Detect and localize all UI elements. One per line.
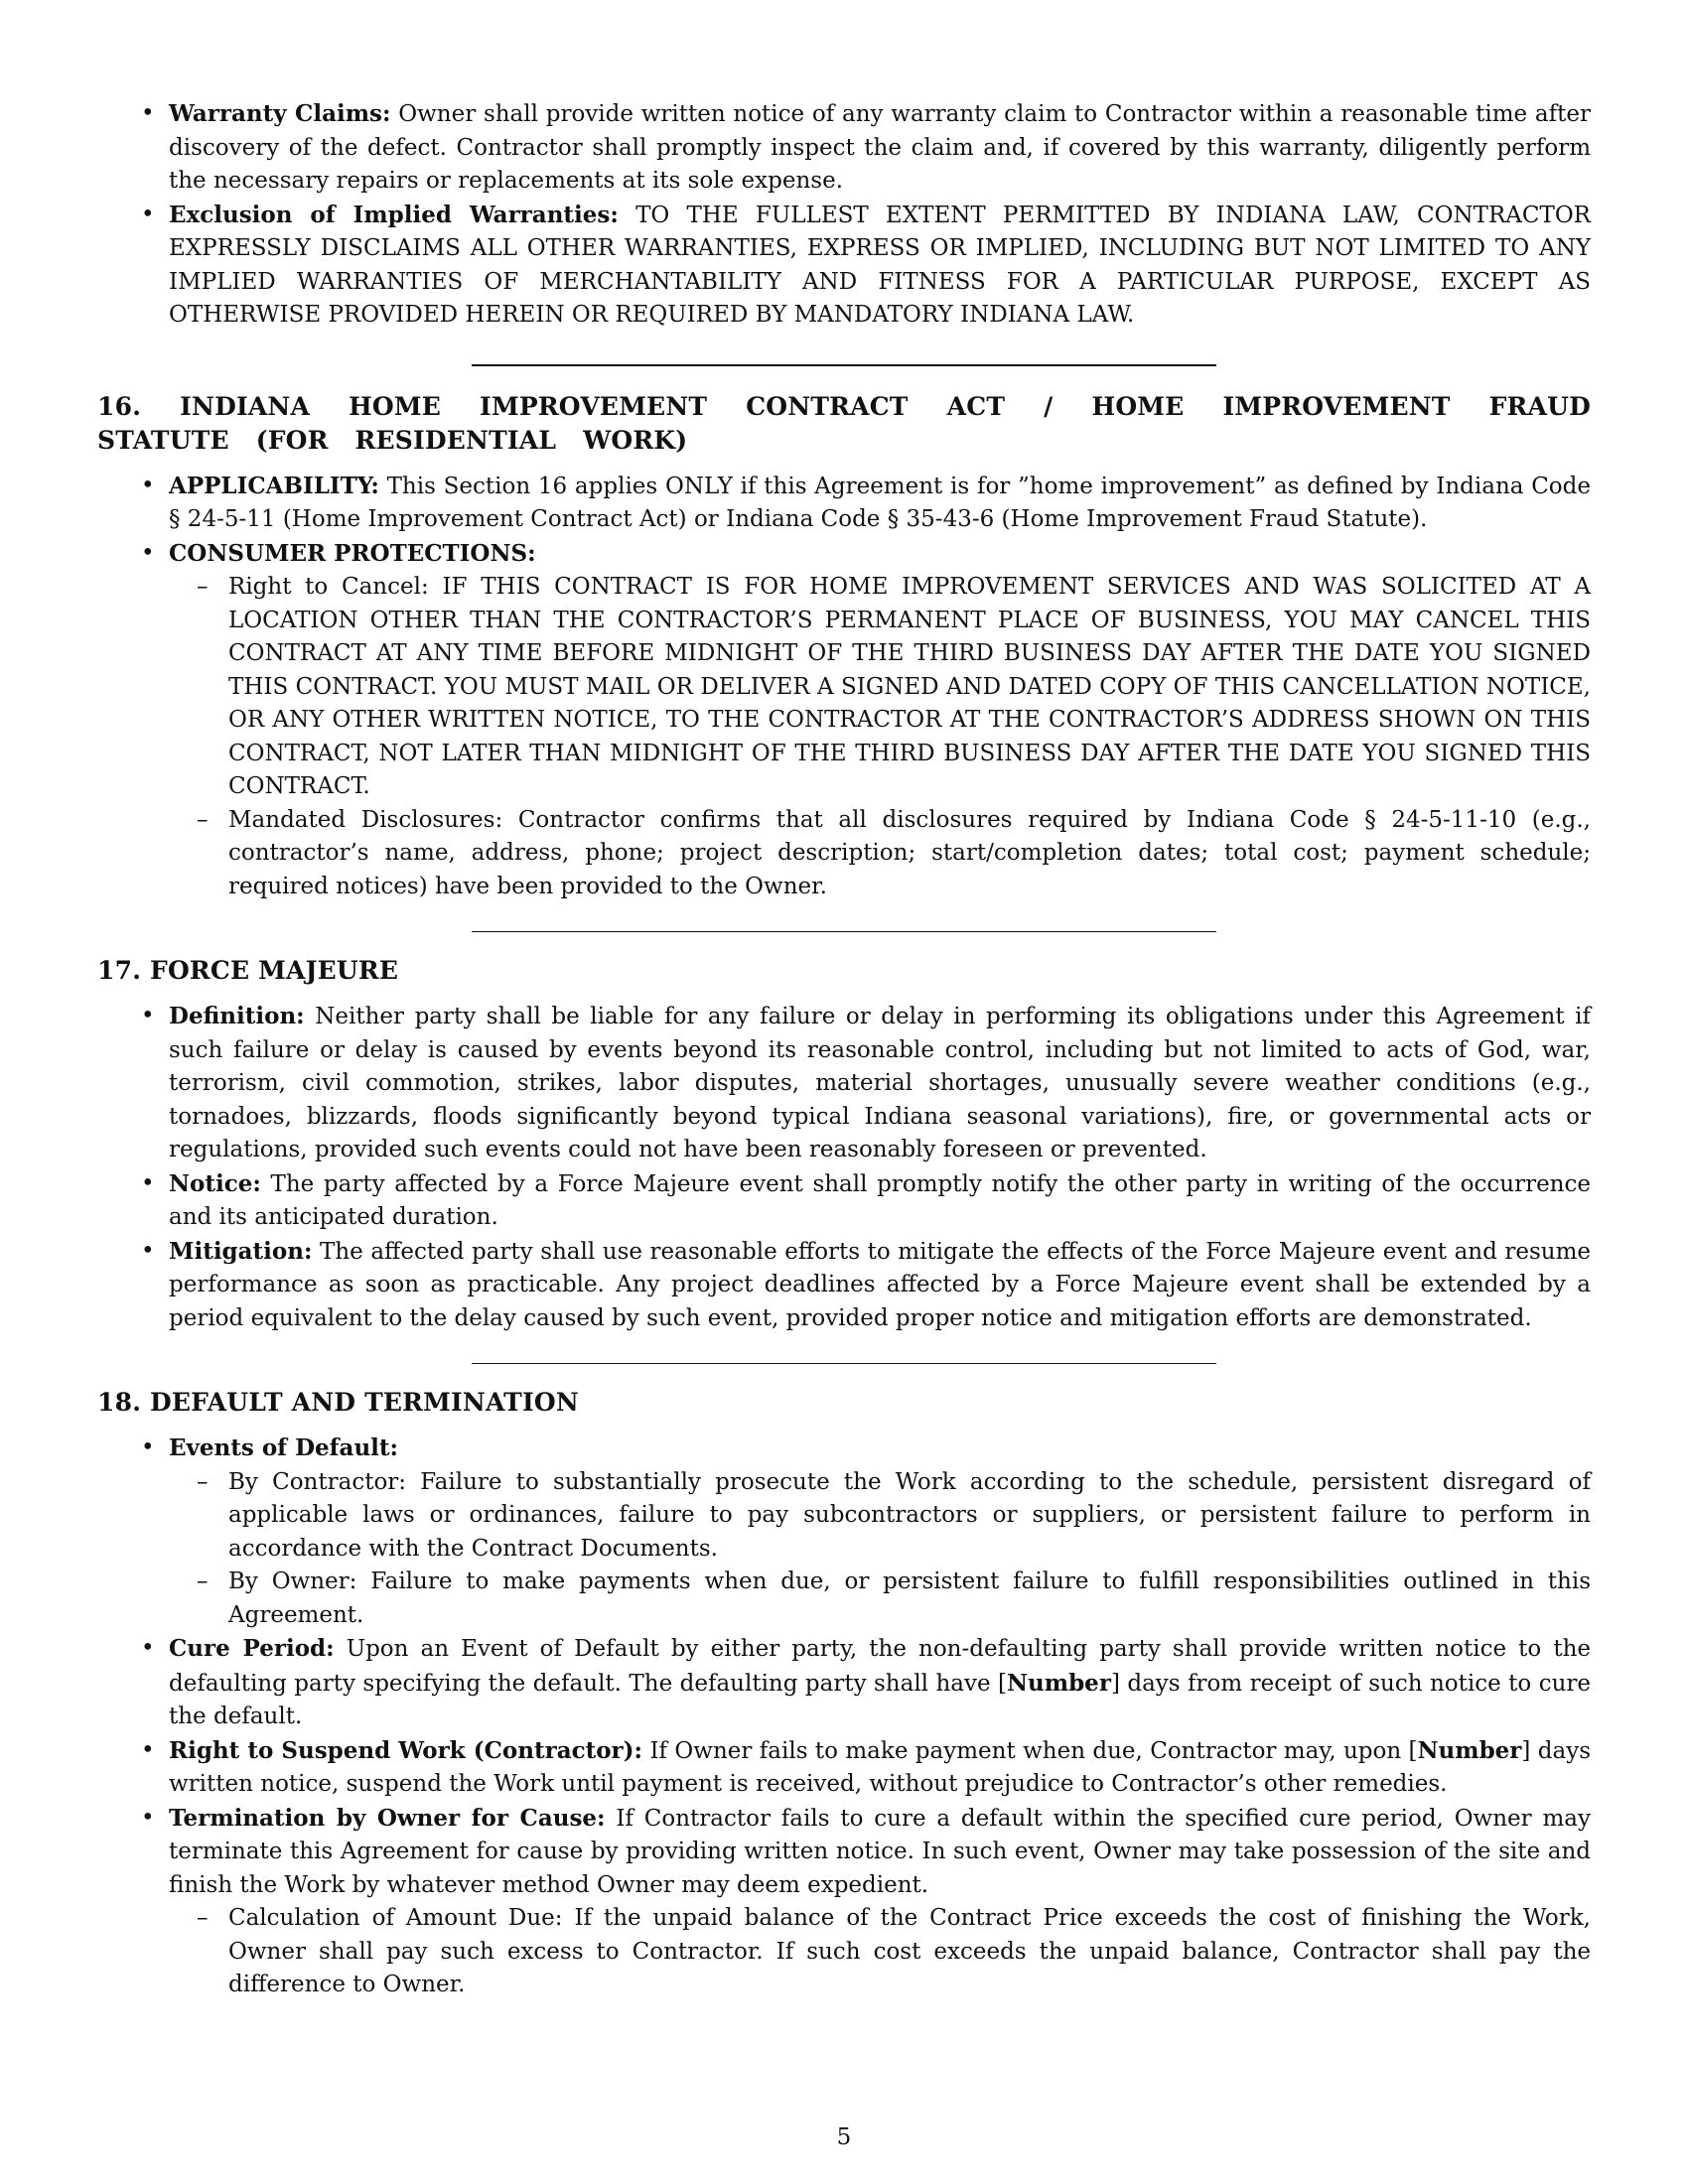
item-label: Events of Default: (169, 1434, 399, 1461)
item-label: Termination by Owner for Cause: (169, 1804, 606, 1832)
number-placeholder: Number (1007, 1669, 1111, 1697)
list-item (97, 1734, 1591, 1802)
events-of-default-sublist (169, 1466, 1591, 1633)
list-item (97, 1632, 1591, 1734)
section-16-heading: 16. INDIANA HOME IMPROVEMENT CONTRACT ACT / HOME IMPROVEMENT FRAUD STATUTE (FOR RESIDENTIAL WORK) (97, 391, 1591, 455)
item-label: APPLICABILITY: (169, 472, 379, 499)
item-label: Right to Suspend Work (Contractor): (169, 1736, 643, 1764)
item-text: Neither party shall be liable for any failure or delay in performing its obligations under this Agreement if such failure or delay is caused by events beyond its reasonable control, including but not limited to acts of God, war, terrorism, civil commotion, strikes, labor disputes, material shortages, unusually severe weather conditions (e.g., tornadoes, blizzards, floods significantly beyond typical Indiana seasonal variations), fire, or governmental acts or regulations, provided such events could not have been reasonably foreseen or prevented. (169, 1004, 1592, 1162)
item-text: The party affected by a Force Majeure event shall promptly notify the other party in writing of the occurrence and its anticipated duration. (169, 1170, 1591, 1230)
sublist-item: – Calculation of Amount Due: If the unpaid balance of the Contract Price exceeds the cost of finishing the Work, Owner shall pay such excess to Contractor. If such cost exceeds the unpaid balance, Contractor shall pay the difference to Owner. (169, 1902, 1591, 2002)
sublist-item: – By Contractor: Failure to substantially prosecute the Work according to the schedule, persistent disregard of applicable laws or ordinances, failure to pay subcontractors or suppliers, or persistent failure to perform in accordance with the Contract Documents. (169, 1466, 1591, 1567)
section-divider (472, 1363, 1216, 1364)
section-divider (472, 931, 1216, 932)
section-18-list (97, 1432, 1591, 2002)
item-text: This Section 16 applies ONLY if this Agreement is for ”home improvement” as defined by Indiana Code § 24-5-11 (Home Improvement Contract Act) or Indiana Code § 35-43-6 (Home Improvement Fraud Statute). (169, 473, 1591, 532)
item-text: TO THE FULLEST EXTENT PERMITTED BY INDIANA LAW, CONTRACTOR EXPRESSLY DISCLAIMS ALL OTHER WARRANTIES, EXPRESS OR IMPLIED, INCLUDING BUT NOT LIMITED TO ANY IMPLIED WARRANTIES OF MERCHANTABILITY AND FITNESS FOR A PARTICULAR PURPOSE, EXCEPT AS OTHERWISE PROVIDED HEREIN OR REQUIRED BY MANDATORY INDIANA LAW. (169, 202, 1591, 328)
item-text: Upon an Event of Default by either party, the non-defaulting party shall provide written notice to the defaulting party specifying the default. The defaulting party shall have [ (169, 1636, 1591, 1697)
sublist-item: – By Owner: Failure to make payments when due, or persistent failure to fulfill responsibilities outlined in this Agreement. (169, 1566, 1591, 1632)
item-text: If Owner fails to make payment when due, Contractor may, upon [ (649, 1737, 1418, 1764)
sublist-item: – Right to Cancel: IF THIS CONTRACT IS FOR HOME IMPROVEMENT SERVICES AND WAS SOLICITED AT A LOCATION OTHER THAN THE CONTRACTOR’S PERMANENT PLACE OF BUSINESS, YOU MAY CANCEL THIS CONTRACT AT ANY TIME BEFORE MIDNIGHT OF THE THIRD BUSINESS DAY AFTER THE DATE YOU SIGNED THIS CONTRACT. YOU MUST MAIL OR DELIVER A SIGNED AND DATED COPY OF THIS CANCELLATION NOTICE, OR ANY OTHER WRITTEN NOTICE, TO THE CONTRACTOR AT THE CONTRACTOR’S ADDRESS SHOWN ON THIS CONTRACT, NOT LATER THAN MIDNIGHT OF THE THIRD BUSINESS DAY AFTER THE DATE YOU SIGNED THIS CONTRACT. (169, 571, 1591, 804)
item-text: The affected party shall use reasonable efforts to mitigate the effects of the Force Majeure event and resume performance as soon as practicable. Any project deadlines affected by a Force Majeure event shall be extended by a period equivalent to the delay caused by such event, provided proper notice and mitigation efforts are demonstrated. (169, 1238, 1591, 1331)
section-16-list (97, 470, 1591, 904)
item-text: If Contractor fails to cure a default within the specified cure period, Owner may terminate this Agreement for cause by providing written notice. In such event, Owner may take possession of the site and finish the Work by whatever method Owner may deem expedient. (169, 1805, 1591, 1898)
section-divider (472, 364, 1216, 366)
list-item (97, 1235, 1591, 1336)
document-page (97, 97, 1591, 2002)
list-item (97, 97, 1591, 199)
list-item (97, 1432, 1591, 1632)
termination-sublist (169, 1902, 1591, 2002)
item-label: Notice: (169, 1169, 261, 1197)
list-item (97, 199, 1591, 333)
item-text: Owner shall provide written notice of any warranty claim to Contractor within a reasonable time after discovery of the defect. Contractor shall promptly inspect the claim and, if covered by this warranty, diligently perform the necessary repairs or replacements at its sole expense. (169, 101, 1591, 194)
section-18-heading: 18. DEFAULT AND TERMINATION (97, 1388, 579, 1417)
item-label: Warranty Claims: (169, 100, 391, 127)
page-number: 5 (836, 2124, 852, 2150)
consumer-protections-sublist (169, 571, 1591, 903)
list-item (97, 1802, 1591, 2002)
section-15-list (97, 97, 1591, 333)
list-item (97, 537, 1591, 904)
list-item (97, 1167, 1591, 1235)
number-placeholder: Number (1417, 1736, 1522, 1764)
item-text: ] days written notice, suspend the Work until payment is received, without prejudice to Contractor’s other remedies. (169, 1737, 1592, 1797)
item-label: Exclusion of Implied Warranties: (169, 201, 619, 228)
list-item (97, 1000, 1591, 1167)
sublist-item: – Mandated Disclosures: Contractor confirms that all disclosures required by Indiana Code § 24-5-11-10 (e.g., contractor’s name, address, phone; project description; start/completion dates; total cost; payment schedule; required notices) have been provided to the Owner. (169, 804, 1591, 904)
item-label: Mitigation: (169, 1237, 313, 1265)
section-17-heading: 17. FORCE MAJEURE (97, 956, 399, 985)
item-label: Cure Period: (169, 1635, 335, 1662)
section-17-list (97, 1000, 1591, 1335)
list-item (97, 470, 1591, 537)
item-label: Definition: (169, 1003, 305, 1029)
item-label: CONSUMER PROTECTIONS: (169, 539, 536, 567)
item-text: ] days from receipt of such notice to cure the default. (169, 1670, 1591, 1729)
